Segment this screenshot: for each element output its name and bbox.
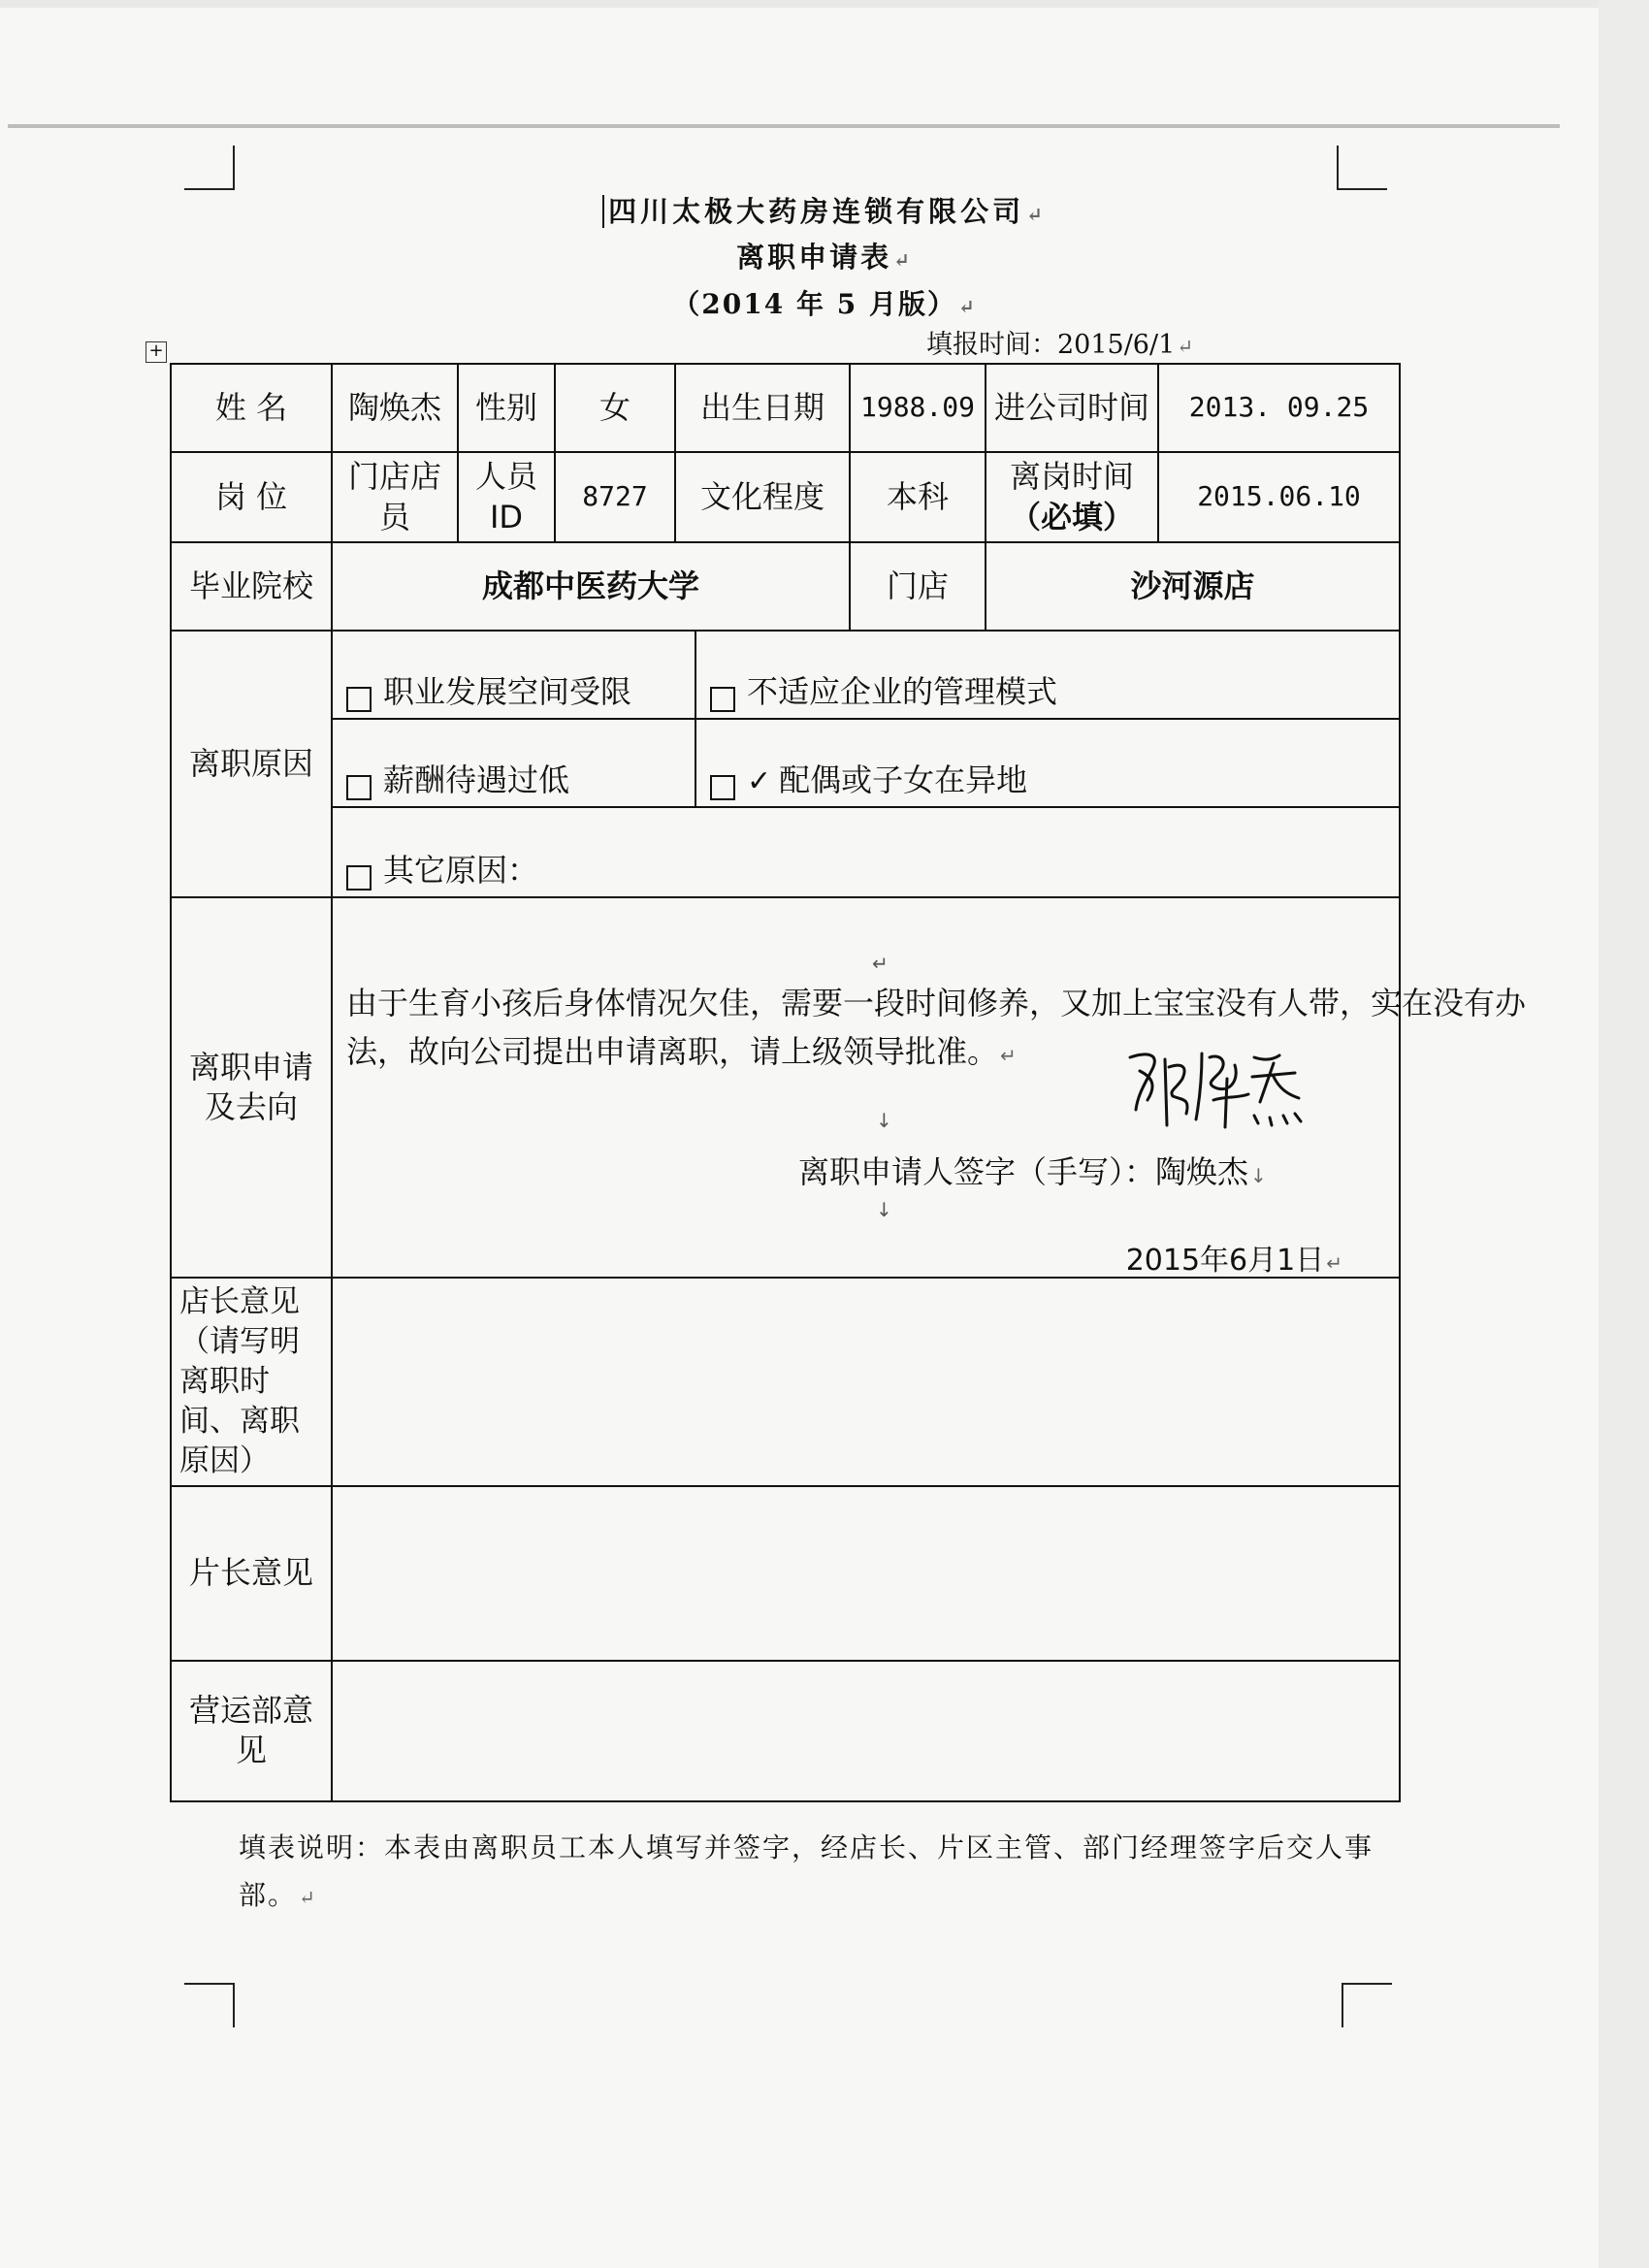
- report-date: 填报时间：2015/6/1 ↵: [926, 330, 1194, 360]
- row-position-info: [171, 452, 1400, 542]
- gender-label: 性别: [458, 364, 555, 452]
- row-school-store: [171, 542, 1400, 631]
- leave-date-label: 离岗时间 （必填）: [986, 452, 1158, 542]
- form-instructions: 填表说明：本表由离职员工本人填写并签字，经店长、片区主管、部门经理签字后交人事部。 ↵: [239, 1831, 1374, 1911]
- application-content: [332, 897, 1527, 1279]
- checkbox-icon[interactable]: [346, 775, 372, 800]
- reasons-label: 离职原因: [171, 631, 332, 897]
- row-basic-info: [171, 364, 1400, 452]
- name-label: 姓 名: [171, 364, 332, 452]
- reason-option[interactable]: 其它原因：: [333, 808, 1399, 896]
- reason-option[interactable]: 职业发展空间受限: [333, 632, 696, 720]
- name-value: 陶焕杰: [332, 364, 458, 452]
- line-break-icon: ↓: [876, 1109, 892, 1133]
- application-label: 离职申请及去向: [171, 897, 332, 1278]
- join-date-value: 2013. 09.25: [1158, 364, 1400, 452]
- scan-edge-right: [1599, 0, 1649, 2268]
- school-label: 毕业院校: [171, 542, 332, 631]
- reason-option-checked[interactable]: ✓ 配偶或子女在异地: [696, 720, 1399, 808]
- crop-mark-top-right: [1337, 146, 1387, 190]
- education-value: 本科: [850, 452, 986, 542]
- leave-date-value: 2015.06.10: [1158, 452, 1400, 542]
- row-store-manager: [171, 1278, 1400, 1486]
- handwritten-signature: [1118, 1038, 1312, 1135]
- area-manager-label: 片长意见: [171, 1486, 332, 1661]
- company-name: 四川太极大药房连锁有限公司 ↵: [0, 190, 1649, 230]
- checkbox-icon[interactable]: [710, 775, 735, 800]
- staff-id-label: 人员ID: [458, 452, 555, 542]
- check-mark-icon: ✓: [747, 764, 772, 799]
- crop-mark-top-left: [184, 146, 235, 190]
- applicant-signature-line: 离职申请人签字（手写）：陶焕杰 ↓: [798, 1153, 1267, 1191]
- join-date-label: 进公司时间: [986, 364, 1158, 452]
- form-version: （2014 年 5 月版） ↵: [672, 288, 977, 320]
- application-date: 2015年6月1日 ↵: [1125, 1244, 1342, 1279]
- birth-label: 出生日期: [675, 364, 850, 452]
- gender-value: 女: [555, 364, 675, 452]
- reason-option[interactable]: 薪酬待遇过低: [333, 720, 696, 808]
- row-operations: [171, 1661, 1400, 1801]
- store-label: 门店: [850, 542, 986, 631]
- header-rule: [8, 124, 1560, 128]
- reasons-options: [332, 631, 1400, 897]
- education-label: 文化程度: [675, 452, 850, 542]
- store-manager-label: 店长意见（请写明离职时间、离职原因）: [171, 1278, 332, 1486]
- staff-id-value: 8727: [555, 452, 675, 542]
- paragraph-mark-icon: ↵: [872, 952, 889, 976]
- checkbox-icon[interactable]: [346, 865, 372, 891]
- row-reasons: [171, 631, 1400, 897]
- crop-mark-bottom-right: [1342, 1983, 1392, 2027]
- table-move-handle-icon[interactable]: +: [146, 341, 167, 363]
- application-text: 由于生育小孩后身体情况欠佳，需要一段时间修养，又加上宝宝没有人带，实在没有办法，故向公司提出申请离职，请上级领导批准。 ↵: [346, 985, 1527, 1070]
- store-manager-opinion[interactable]: [332, 1278, 1400, 1486]
- crop-mark-bottom-left: [184, 1983, 235, 2027]
- row-application: [171, 897, 1400, 1278]
- operations-label: 营运部意见: [171, 1661, 332, 1801]
- checkbox-icon[interactable]: [710, 687, 735, 712]
- form-title: 离职申请表 ↵: [736, 241, 913, 274]
- reason-option[interactable]: 不适应企业的管理模式: [696, 632, 1399, 720]
- operations-opinion[interactable]: [332, 1661, 1400, 1801]
- area-manager-opinion[interactable]: [332, 1486, 1400, 1661]
- line-break-icon: ↓: [876, 1198, 892, 1222]
- scan-edge-top: [0, 0, 1649, 8]
- checkbox-icon[interactable]: [346, 687, 372, 712]
- school-value: 成都中医药大学: [332, 542, 850, 631]
- birth-value: 1988.09: [850, 364, 986, 452]
- resignation-form-table: [170, 363, 1527, 1802]
- store-value: 沙河源店: [986, 542, 1400, 631]
- position-label: 岗 位: [171, 452, 332, 542]
- row-area-manager: [171, 1486, 1400, 1661]
- position-value: 门店店员: [332, 452, 458, 542]
